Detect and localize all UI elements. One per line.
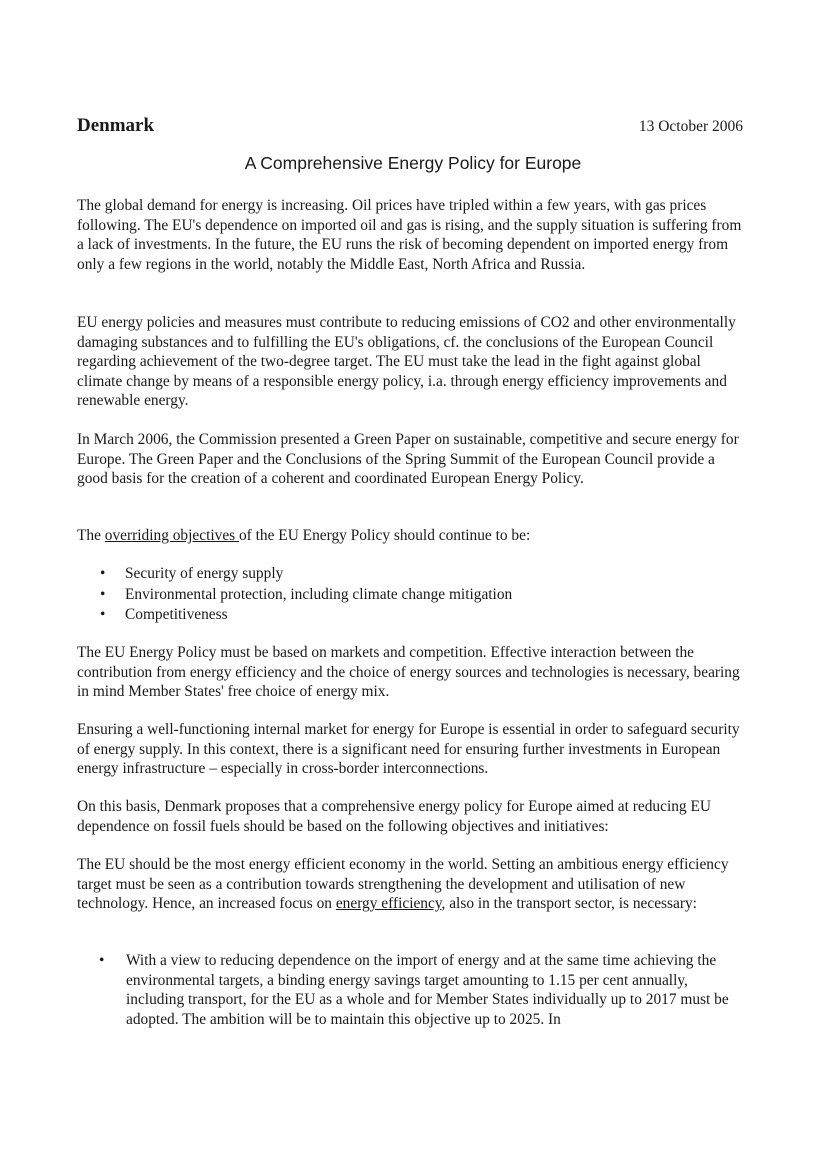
document-title: A Comprehensive Energy Policy for Europe — [244, 153, 582, 173]
list-item — [77, 605, 747, 626]
objectives-list — [77, 564, 747, 626]
bullet-icon: • — [100, 585, 106, 603]
paragraph-energy-efficiency — [77, 855, 747, 914]
list-item — [77, 585, 747, 606]
savings-target-text: With a view to reducing dependence on the import of energy and at the same time achieving the environmental targets, a binding energy savings target amounting to 1.15 per cent annually, including transport, for the EU as a whole and for Member States individually up to 2017 must be adopted. The ambition will be to maintain this objective up to 2025. In — [126, 952, 729, 1028]
document-header — [77, 115, 743, 139]
objectives-intro-suffix: of the EU Energy Policy should continue to be: — [238, 527, 531, 544]
bullet-icon: • — [100, 606, 106, 623]
objective-label: Security of energy supply — [125, 565, 284, 582]
country-name: Denmark — [77, 115, 155, 136]
paragraph-objectives-intro — [77, 526, 747, 546]
document-date: 13 October 2006 — [638, 118, 743, 135]
energy-efficiency-prefix: The EU should be the most energy efficient economy in the world. Setting an ambitious energy efficiency target must be seen as a contribution towards strengthening the development and utilisation of new technology. Hence, an increased focus on — [77, 856, 729, 912]
paragraph-markets-competition: The EU Energy Policy must be based on markets and competition. Effective interaction between the contribution from energy efficiency and the choice of energy sources and technologies is necessary, bearing in mind Member States' free choice of energy mix. — [77, 644, 740, 700]
objective-label: Competitiveness — [125, 606, 228, 623]
paragraph-emissions: EU energy policies and measures must contribute to reducing emissions of CO2 and other environmentally damaging substances and to fulfilling the EU's obligations, cf. the conclusions of the European Council regarding achievement of the two-degree target. The EU must take the lead in the fight against global climate change by means of a responsible energy policy, i.a. through energy efficiency improvements and renewable energy. — [77, 314, 736, 409]
objectives-intro-prefix: The — [77, 527, 105, 544]
savings-target-item — [77, 951, 747, 1029]
overriding-objectives-underlined: overriding objectives — [104, 527, 239, 544]
energy-efficiency-suffix: , also in the transport sector, is necessary: — [441, 895, 697, 912]
paragraph-denmark-proposal: On this basis, Denmark proposes that a comprehensive energy policy for Europe aimed at reducing EU dependence on fossil fuels should be based on the following objectives and initiatives: — [77, 798, 711, 835]
bullet-icon: • — [99, 952, 105, 969]
bullet-icon: • — [100, 565, 106, 582]
energy-efficiency-underlined: energy efficiency — [335, 895, 442, 912]
paragraph-internal-market: Ensuring a well-functioning internal market for energy for Europe is essential in order to safeguard security of energy supply. In this context, there is a significant need for ensuring further investments in European energy infrastructure – especially in cross-border interconnections. — [77, 721, 740, 777]
paragraph-green-paper: In March 2006, the Commission presented a Green Paper on sustainable, competitive and secure energy for Europe. The Green Paper and the Conclusions of the Spring Summit of the European Council provide a good basis for the creation of a coherent and coordinated European Energy Policy. — [77, 431, 739, 487]
objective-label: Environmental protection, including climate change mitigation — [125, 585, 513, 603]
list-item — [77, 564, 747, 585]
paragraph-global-demand: The global demand for energy is increasing. Oil prices have tripled within a few years, with gas prices following. The EU's dependence on imported oil and gas is rising, and the supply situation is suffering from a lack of investments. In the future, the EU runs the risk of becoming dependent on imported energy from only a few regions in the world, notably the Middle East, North Africa and Russia. — [77, 197, 742, 273]
